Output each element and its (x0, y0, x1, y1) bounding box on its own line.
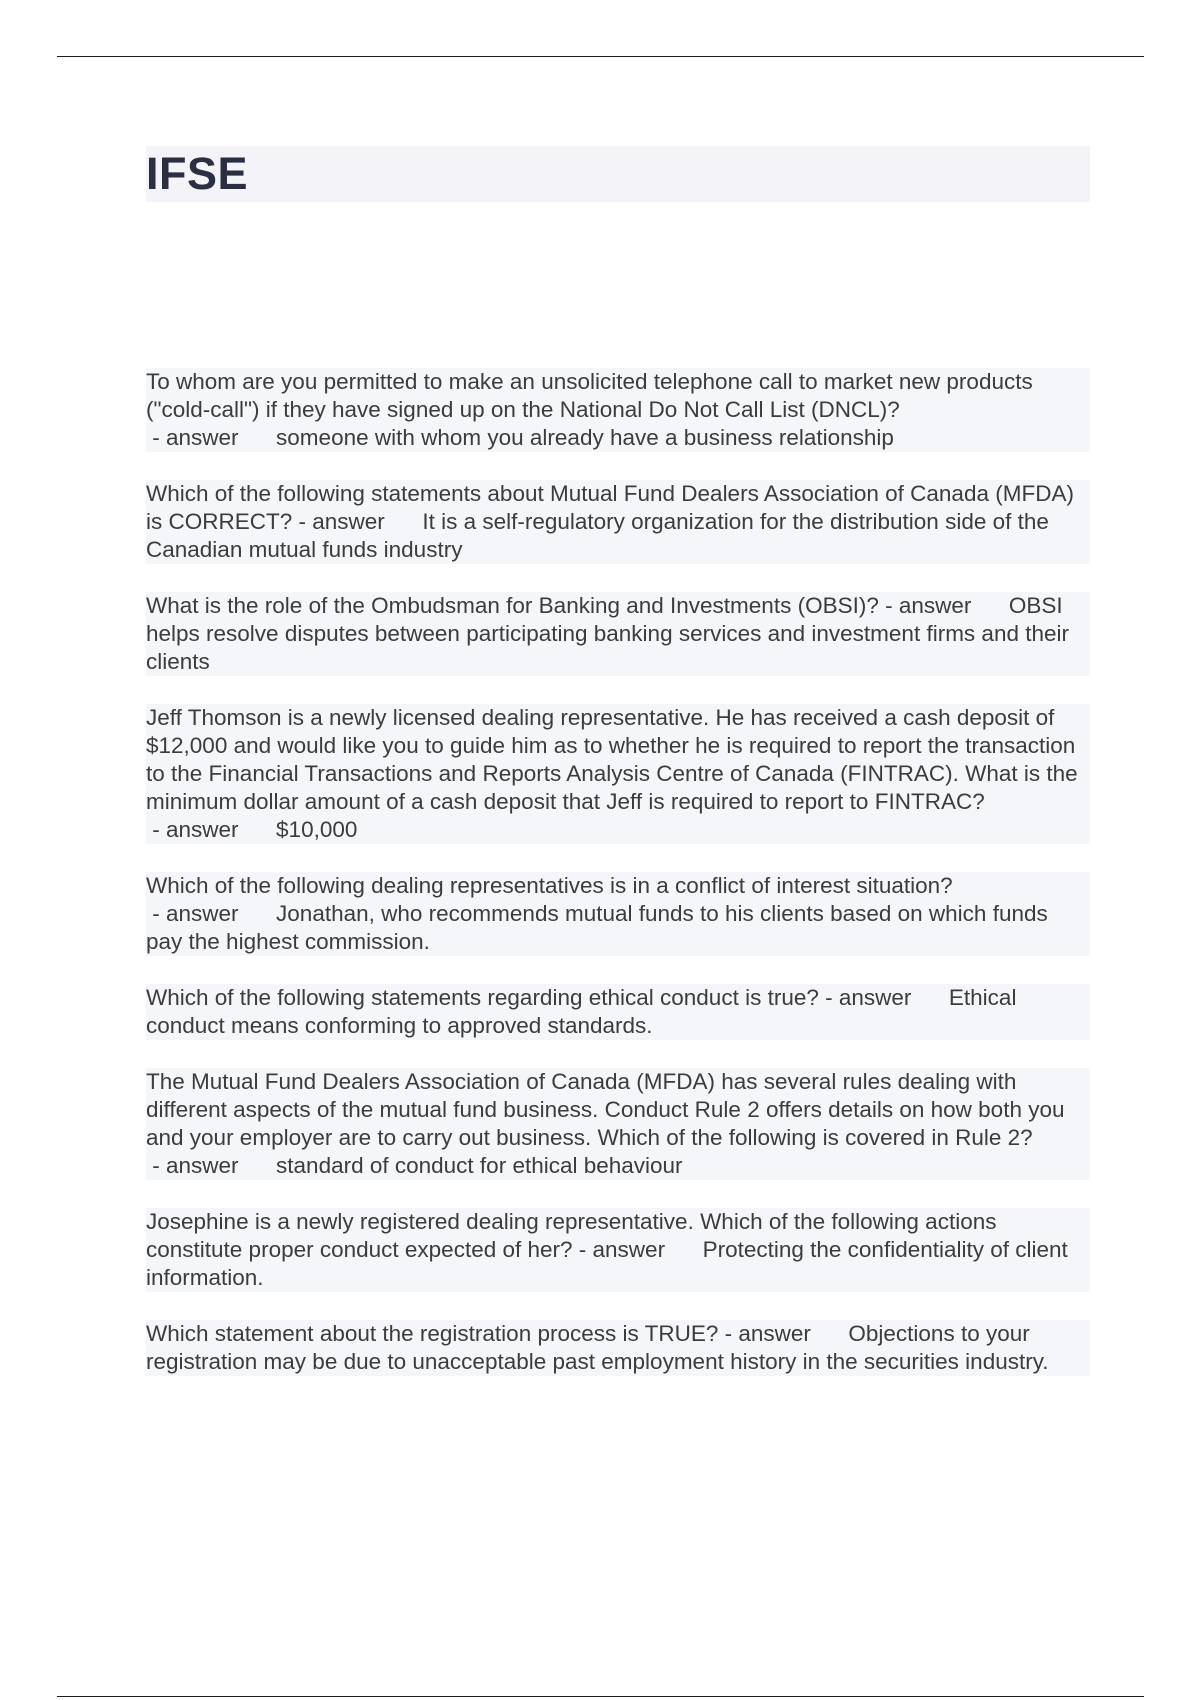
answer-text: It is a self-regulatory organization for the distribution side of the Canadian mutual funds industry (146, 509, 1049, 562)
qa-item (146, 1320, 1090, 1376)
qa-item (146, 1208, 1090, 1292)
qa-item (146, 592, 1090, 676)
answer-text: OBSI helps resolve disputes between participating banking services and investment firms and their clients (146, 593, 1069, 674)
answer-text: Jonathan, who recommends mutual funds to his clients based on which funds pay the highest commission. (146, 901, 1048, 954)
qa-item (146, 480, 1090, 564)
answer-separator: - answer (718, 1321, 849, 1346)
answer-separator: - answer (146, 817, 277, 842)
document-title: IFSE (146, 148, 249, 199)
question-text: The Mutual Fund Dealers Association of Canada (MFDA) has several rules dealing with different aspects of the mutual fund business. Conduct Rule 2 offers details on how both you and your employer are to carry out business. Which of the following is covered in Rule 2? (146, 1069, 1065, 1150)
question-text: Jeff Thomson is a newly licensed dealing representative. He has received a cash deposit of $12,000 and would like you to guide him as to whether he is required to report the transaction to the Financial Transactions and Reports Analysis Centre of Canada (FINTRAC). What is the minimum dollar amount of a cash deposit that Jeff is required to report to FINTRAC? (146, 705, 1078, 814)
qa-item (146, 1068, 1090, 1180)
question-text: To whom are you permitted to make an unsolicited telephone call to market new products ("cold-call") if they have signed up on the National Do Not Call List (DNCL)? (146, 369, 1033, 422)
title-banner (146, 146, 1090, 202)
answer-text: $10,000 (276, 817, 358, 842)
qa-item (146, 704, 1090, 844)
qa-list (146, 368, 1090, 1404)
answer-text: Ethical conduct means conforming to approved standards. (146, 985, 1017, 1038)
bottom-rule (57, 1696, 1144, 1697)
answer-separator: - answer (572, 1237, 703, 1262)
answer-separator: - answer (146, 1153, 277, 1178)
answer-separator: - answer (292, 509, 423, 534)
answer-text: standard of conduct for ethical behaviour (276, 1153, 683, 1178)
question-text: Which of the following dealing representatives is in a conflict of interest situation? (146, 873, 953, 898)
answer-separator: - answer (878, 593, 1009, 618)
question-text: What is the role of the Ombudsman for Banking and Investments (OBSI)? (146, 593, 879, 618)
question-text: Which of the following statements about Mutual Fund Dealers Association of Canada (MFDA) is CORRECT? (146, 481, 1074, 534)
answer-separator: - answer (818, 985, 949, 1010)
top-rule (57, 56, 1144, 57)
answer-separator: - answer (146, 425, 277, 450)
qa-item (146, 984, 1090, 1040)
qa-item (146, 368, 1090, 452)
answer-text: Protecting the confidentiality of client information. (146, 1237, 1068, 1290)
question-text: Josephine is a newly registered dealing representative. Which of the following actions constitute proper conduct expected of her? (146, 1209, 997, 1262)
question-text: Which of the following statements regarding ethical conduct is true? (146, 985, 819, 1010)
answer-separator: - answer (146, 901, 277, 926)
answer-text: someone with whom you already have a business relationship (276, 425, 894, 450)
answer-text: Objections to your registration may be due to unacceptable past employment history in the securities industry. (146, 1321, 1049, 1374)
qa-item (146, 872, 1090, 956)
question-text: Which statement about the registration process is TRUE? (146, 1321, 719, 1346)
